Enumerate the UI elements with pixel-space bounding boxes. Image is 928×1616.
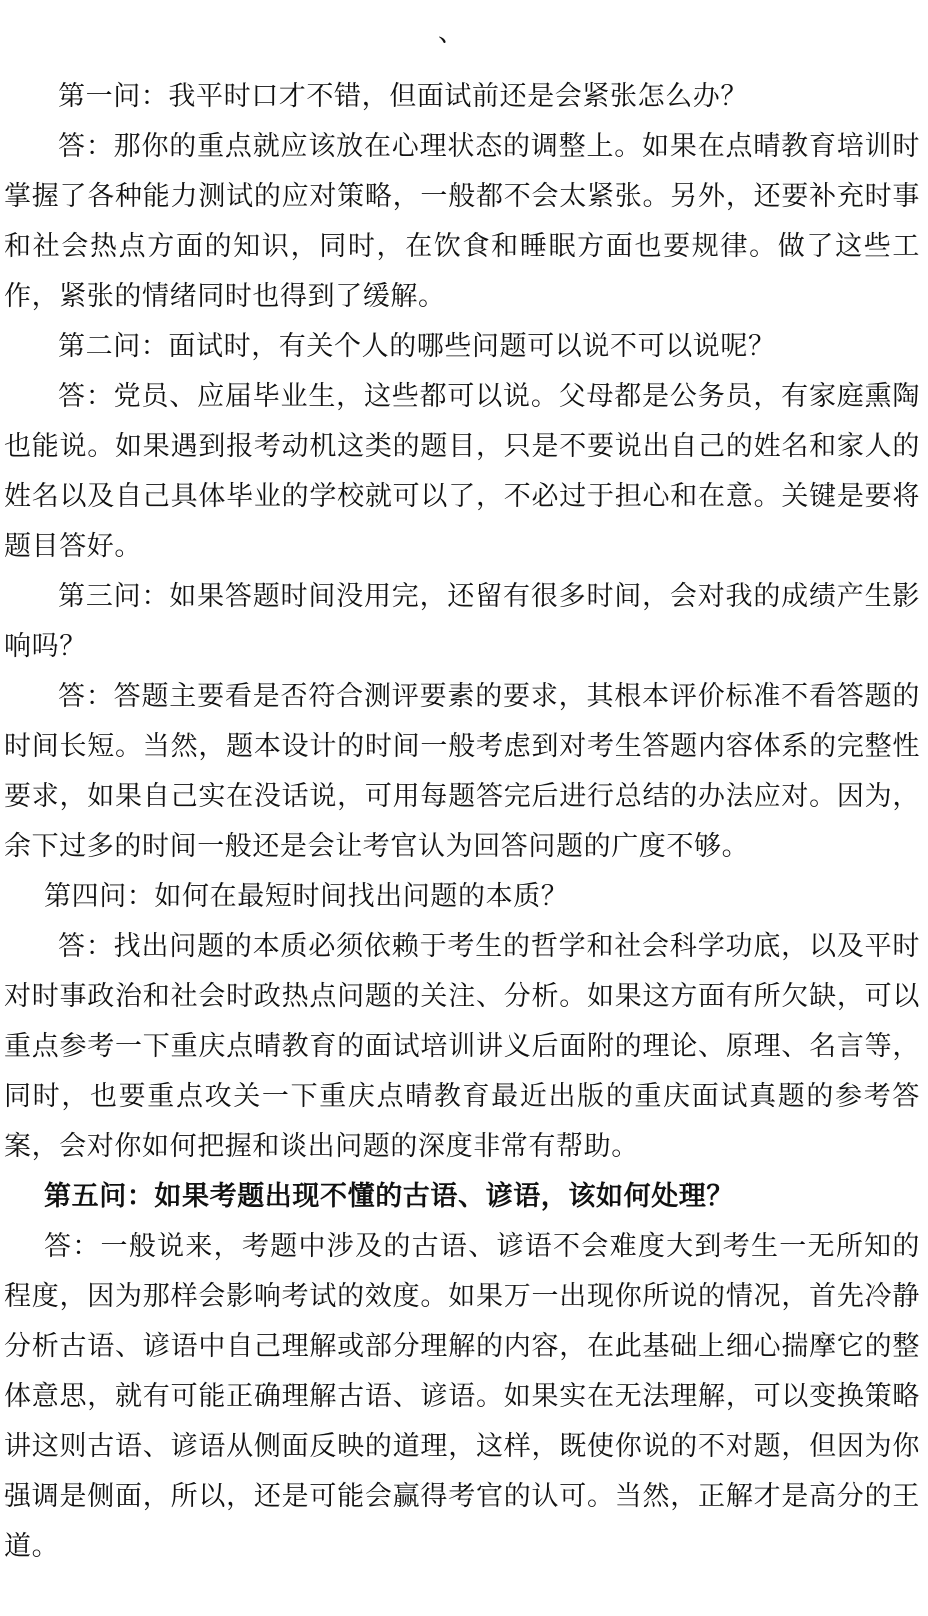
- qa-content: [4, 72, 920, 1572]
- answer-2: 答：党员、应届毕业生，这些都可以说。父母都是公务员，有家庭熏陶也能说。如果遇到报考动机这类的题目，只是不要说出自己的姓名和家人的姓名以及自己具体毕业的学校就可以了，不必过于担心和在意。关键是要将题目答好。: [4, 381, 920, 562]
- answer-1: 答：那你的重点就应该放在心理状态的调整上。如果在点晴教育培训时掌握了各种能力测试的应对策略，一般都不会太紧张。另外，还要补充时事和社会热点方面的知识，同时，在饮食和睡眠方面也要规律。做了这些工作，紧张的情绪同时也得到了缓解。: [4, 131, 920, 312]
- answer-5: 答：一般说来，考题中涉及的古语、谚语不会难度大到考生一无所知的程度，因为那样会影响考试的效度。如果万一出现你所说的情况，首先冷静分析古语、谚语中自己理解或部分理解的内容，在此基础上细心揣摩它的整体意思，就有可能正确理解古语、谚语。如果实在无法理解，可以变换策略讲这则古语、谚语从侧面反映的道理，这样，既使你说的不对题，但因为你强调是侧面，所以，还是可能会赢得考官的认可。当然，正解才是高分的王道。: [4, 1231, 920, 1562]
- answer-4: 答：找出问题的本质必须依赖于考生的哲学和社会科学功底，以及平时对时事政治和社会时政热点问题的关注、分析。如果这方面有所欠缺，可以重点参考一下重庆点晴教育的面试培训讲义后面附的理论、原理、名言等，同时，也要重点攻关一下重庆点晴教育最近出版的重庆面试真题的参考答案，会对你如何把握和谈出问题的深度非常有帮助。: [4, 931, 920, 1162]
- answer-3: 答：答题主要看是否符合测评要素的要求，其根本评价标准不看答题的时间长短。当然，题本设计的时间一般考虑到对考生答题内容体系的完整性要求，如果自己实在没话说，可用每题答完后进行总结的办法应对。因为，余下过多的时间一般还是会让考官认为回答问题的广度不够。: [4, 681, 920, 862]
- question-2: 第二问：面试时，有关个人的哪些问题可以说不可以说呢？: [58, 331, 776, 362]
- question-5: 第五问：如果考题出现不懂的古语、谚语，该如何处理？: [44, 1181, 734, 1212]
- question-4: 第四问：如何在最短时间找出问题的本质？: [44, 881, 569, 912]
- question-3: 第三问：如果答题时间没用完，还留有很多时间，会对我的成绩产生影响吗？: [4, 581, 920, 662]
- question-1: 第一问：我平时口才不错，但面试前还是会紧张怎么办？: [58, 81, 748, 112]
- top-mark: 、: [438, 18, 465, 48]
